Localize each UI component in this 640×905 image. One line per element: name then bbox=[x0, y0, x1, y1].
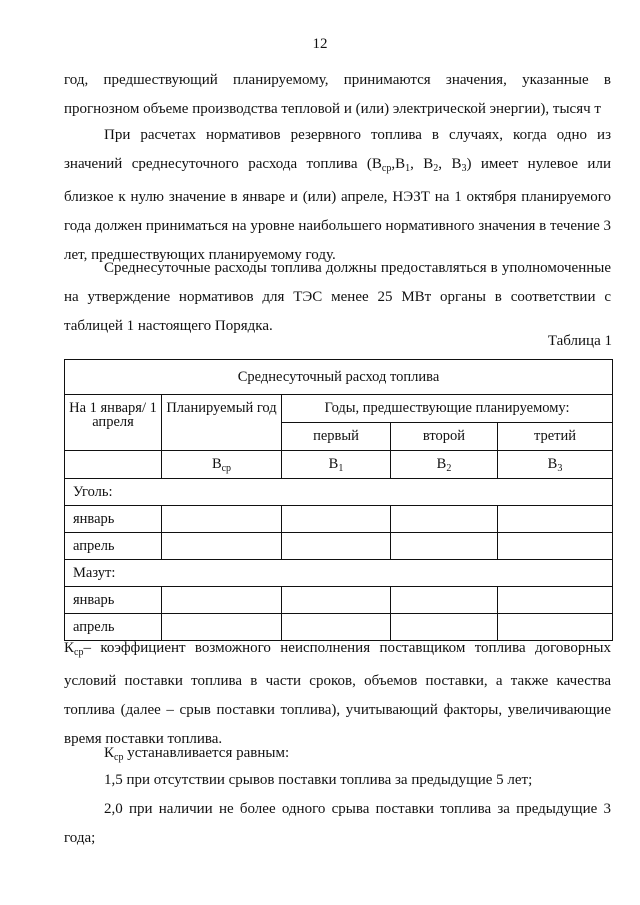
header-third: третий bbox=[498, 423, 613, 451]
paragraph-coefficient-value: $К_{ср}$ устанавливается равным: bbox=[104, 745, 290, 763]
row-oil-april: апрель bbox=[65, 614, 162, 641]
empty-cell bbox=[65, 451, 162, 479]
table-cell bbox=[498, 587, 613, 614]
page-number: 12 bbox=[312, 36, 328, 52]
header-previous-years: Годы, предшествующие планируемому: bbox=[282, 395, 613, 423]
header-planned-year: Планируемый год bbox=[162, 395, 282, 451]
row-coal-january: январь bbox=[65, 506, 162, 533]
table-cell bbox=[498, 506, 613, 533]
row-oil-january: январь bbox=[65, 587, 162, 614]
paragraph-continuation-line-1: год, предшествующий планируемому, принимаются значения, указанные в bbox=[64, 72, 611, 88]
row-coal-april: апрель bbox=[65, 533, 162, 560]
table-cell bbox=[391, 587, 498, 614]
table-cell bbox=[391, 506, 498, 533]
table-cell bbox=[282, 587, 391, 614]
symbol-b3: $B_3$ bbox=[498, 451, 613, 479]
paragraph-average-consumption: Среднесуточные расходы топлива должны предоставляться в уполномоченные на утверждение нормативов для ТЭС менее 25 МВт органы в соответствии с таблицей 1 настоящего Порядка. bbox=[64, 260, 611, 334]
table-cell bbox=[162, 533, 282, 560]
paragraph-continuation-line-2: прогнозном объеме производства тепловой и (или) электрической энергии), тысяч т bbox=[64, 101, 601, 117]
table-caption: Таблица 1 bbox=[547, 333, 612, 349]
table-cell bbox=[391, 533, 498, 560]
table-title: Среднесуточный расход топлива bbox=[65, 360, 613, 395]
fuel-consumption-table bbox=[64, 359, 613, 641]
table-cell bbox=[282, 533, 391, 560]
symbol-b2: $B_2$ bbox=[391, 451, 498, 479]
paragraph-coefficient-definition: $К_{ср}-$ коэффициент возможного неисполнения поставщиком топлива договорных условий поставки топлива в части сроков, объемов поставки, а также качества топлива (далее – срыв поставки топлива), учитывающий факторы, увеличивающие время поставки топлива. bbox=[64, 640, 611, 747]
paragraph-case-one-failure: 2,0 при наличии не более одного срыва поставки топлива за предыдущие 3 года; bbox=[64, 801, 611, 846]
table-cell bbox=[162, 587, 282, 614]
table-cell bbox=[498, 533, 613, 560]
symbol-b1: $B_1$ bbox=[282, 451, 391, 479]
header-second: второй bbox=[391, 423, 498, 451]
paragraph-case-no-failures: 1,5 при отсутствии срывов поставки топлива за предыдущие 5 лет; bbox=[104, 772, 533, 788]
table-cell bbox=[282, 506, 391, 533]
fuel-coal-label: Уголь: bbox=[65, 479, 613, 506]
table-cell bbox=[162, 506, 282, 533]
symbol-b-avg: $B_{ср}$ bbox=[162, 451, 282, 479]
header-date: На 1 января/ 1 апреля bbox=[65, 395, 162, 451]
paragraph-reserve-fuel: При расчетах нормативов резервного топлива в случаях, когда одно из значений среднесуточного расхода топлива ($B_{ср},B_1$, $B_2$, $B_3$) имеет нулевое или близкое к нулю значение в январе и (или) апреле, НЭЗТ на 1 октября планируемого года должен приниматься на уровне наибольшего нормативного значения в течение 3 лет, предшествующих планируемому году. bbox=[64, 127, 611, 263]
header-first: первый bbox=[282, 423, 391, 451]
fuel-oil-label: Мазут: bbox=[65, 560, 613, 587]
